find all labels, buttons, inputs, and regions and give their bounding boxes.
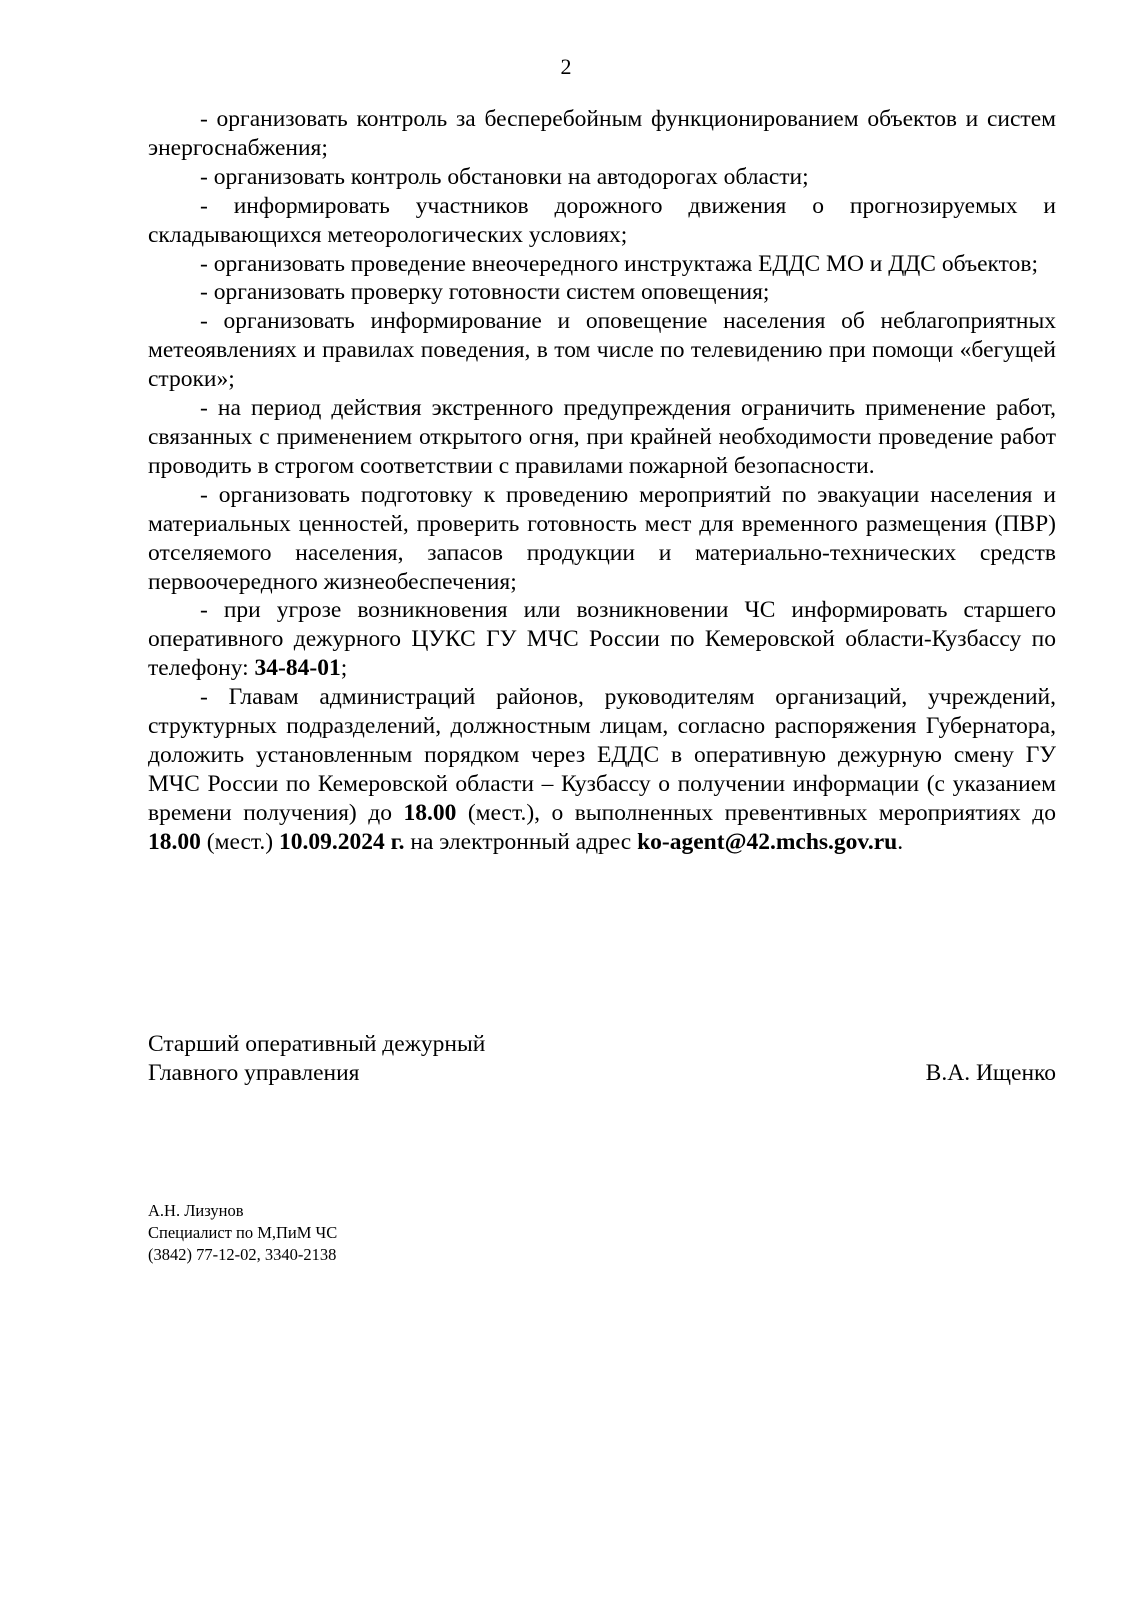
instruction-paragraph: - организовать подготовку к проведению мероприятий по эвакуации населения и материальных ценностей, проверить готовность мест для временного размещения (ПВР) отселяемого населения, запасов продукции и материально-технических средств первоочередного жизнеобеспечения; bbox=[148, 481, 1056, 595]
instruction-paragraph: - организовать контроль обстановки на автодорогах области; bbox=[200, 163, 809, 190]
report-text-part: (мест.), о выполненных превентивных мероприятиях до bbox=[456, 799, 1056, 826]
measures-time: 18.00 bbox=[148, 828, 201, 855]
phone-paragraph bbox=[148, 596, 1056, 683]
report-text-part: - Главам администраций районов, руководителям организаций, учреждений, структурных подразделений, должностным лицам, согласно распоряжения Губернатора, доложить установленным порядком через ЕДДС в оперативную дежурную смену ГУ МЧС России по Кемеровской области – Кузбассу о получении информации (с указанием времени получения) до bbox=[148, 684, 1056, 826]
instruction-paragraph: - организовать контроль за бесперебойным функционированием объектов и систем энергоснабжения; bbox=[148, 106, 1056, 161]
executor-phones: (3842) 77-12-02, 3340-2138 bbox=[148, 1245, 337, 1264]
signature-block bbox=[148, 1030, 1056, 1088]
executor-name: А.Н. Лизунов bbox=[148, 1201, 244, 1220]
document-body bbox=[148, 105, 1056, 857]
report-time: 18.00 bbox=[403, 799, 457, 826]
report-email: ko-agent@42.mchs.gov.ru bbox=[637, 828, 898, 855]
page-number: 2 bbox=[560, 54, 572, 79]
instruction-paragraph: - организовать проверку готовности систем оповещения; bbox=[200, 279, 770, 306]
report-text-part: (мест.) bbox=[200, 828, 279, 855]
signer-name: В.А. Ищенко bbox=[925, 1060, 1056, 1086]
phone-paragraph-end: ; bbox=[340, 655, 348, 682]
report-date: 10.09.2024 г. bbox=[278, 828, 405, 855]
signer-title-line1: Старший оперативный дежурный bbox=[148, 1031, 486, 1057]
instruction-paragraph: - информировать участников дорожного движения о прогнозируемых и складывающихся метеорологических условиях; bbox=[148, 192, 1056, 248]
phone-paragraph-text: - при угрозе возникновения или возникновении ЧС информировать старшего оперативного дежурного ЦУКС ГУ МЧС России по Кемеровской области-Кузбассу по телефону: bbox=[148, 597, 1056, 682]
signer-title-line2: Главного управления bbox=[148, 1060, 360, 1086]
report-text-part: на электронный адрес bbox=[404, 828, 638, 855]
instruction-paragraph: - организовать информирование и оповещение населения об неблагоприятных метеоявлениях и правилах поведения, в том числе по телевидению при помощи «бегущей строки»; bbox=[148, 308, 1056, 393]
instruction-paragraph: - на период действия экстренного предупреждения ограничить применение работ, связанных с применением открытого огня, при крайней необходимости проведение работ проводить в строгом соответствии с правилами пожарной безопасности. bbox=[148, 395, 1056, 479]
executor-block bbox=[148, 1200, 337, 1266]
phone-number: 34-84-01 bbox=[254, 655, 341, 682]
signature-row bbox=[148, 1059, 1056, 1088]
executor-position: Специалист по М,ПиМ ЧС bbox=[148, 1223, 338, 1242]
report-text-end: . bbox=[897, 828, 904, 855]
report-paragraph bbox=[148, 683, 1056, 856]
instruction-paragraph: - организовать проведение внеочередного инструктажа ЕДДС МО и ДДС объектов; bbox=[200, 250, 1038, 277]
